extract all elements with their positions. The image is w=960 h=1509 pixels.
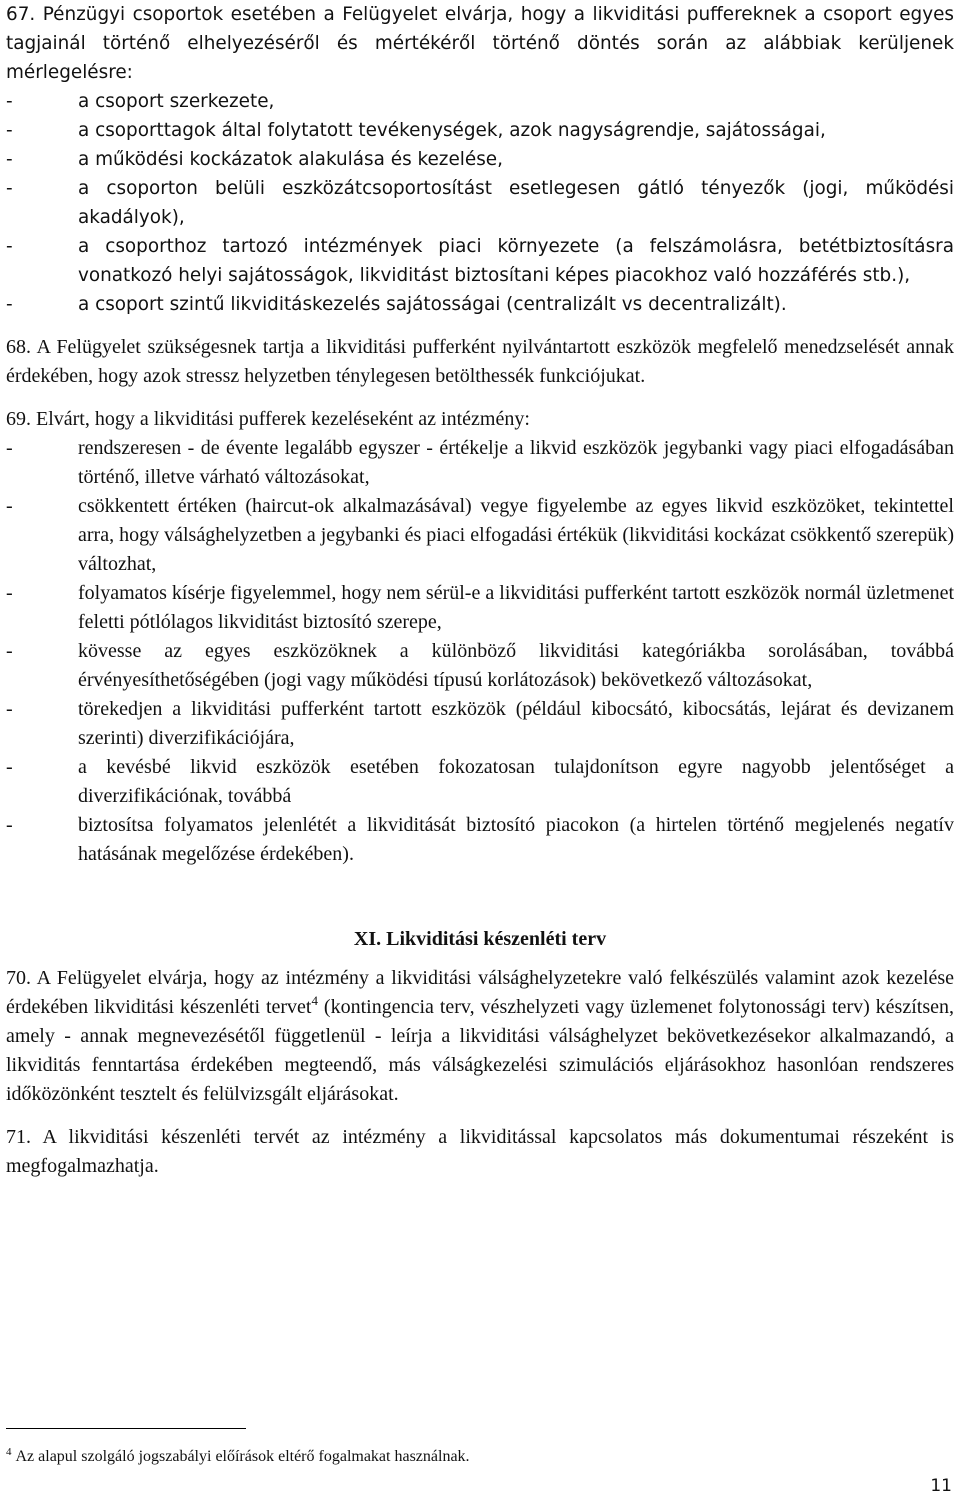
list-item	[6, 811, 954, 869]
list-item-text: a csoport szintű likviditáskezelés sajátosságai (centralizált vs decentralizált).	[78, 294, 787, 315]
paragraph-70	[6, 964, 954, 1109]
dash-marker: -	[6, 294, 13, 315]
list-item-text: a csoporthoz tartozó intézmények piaci környezete (a felszámolásra, betétbiztosításra vonatkozó helyi sajátosságok, likviditást biztosítani képes piacokhoz való hozzáférés stb.),	[78, 236, 954, 286]
dash-marker: -	[6, 437, 13, 459]
paragraph-70-text-start: 70. A Felügyelet elvárja, hogy az intézmény a likviditási válsághelyzetekre való felkészülés valamint azok kezelése érdekében likviditási készenléti tervet	[6, 967, 954, 1018]
dash-marker: -	[6, 814, 13, 836]
list-item	[6, 695, 954, 753]
list-item-text: törekedjen a likviditási pufferként tartott eszközök (például kibocsátó, kibocsátás, lejárat és devizanem szerinti) diverzifikációjára,	[78, 698, 954, 749]
list-item-text: a csoporttagok által folytatott tevékenységek, azok nagyságrendje, sajátosságai,	[78, 120, 826, 141]
dash-marker: -	[6, 495, 13, 517]
list-item-text: csökkentett értéken (haircut-ok alkalmazásával) vegye figyelembe az egyes likvid eszközöket, tekintettel arra, hogy válsághelyzetben a jegybanki és piaci elfogadási értékük (likviditási kockázat csökkentő szerepük) változhat,	[78, 495, 954, 575]
list-item-text: a csoport szerkezete,	[78, 91, 275, 112]
list-item	[6, 174, 954, 232]
dash-marker: -	[6, 91, 13, 112]
list-item	[6, 637, 954, 695]
list-item	[6, 753, 954, 811]
dash-marker: -	[6, 698, 13, 720]
list-item-text: a kevésbé likvid eszközök esetében fokozatosan tulajdonítson egyre nagyobb jelentőséget a diverzifikációnak, továbbá	[78, 756, 954, 807]
dash-marker: -	[6, 120, 13, 141]
document-page	[6, 0, 954, 1181]
dash-marker: -	[6, 149, 13, 170]
dash-marker: -	[6, 756, 13, 778]
list-item	[6, 492, 954, 579]
list-item	[6, 232, 954, 290]
paragraph-71: 71. A likviditási készenléti tervét az intézmény a likviditással kapcsolatos más dokumentumai részeként is megfogalmazhatja.	[6, 1126, 954, 1177]
list-item-text: kövesse az egyes eszközöknek a különböző likviditási kategóriákba sorolásában, továbbá érvényesíthetőségében (jogi vagy működési típusú korlátozások) bekövetkező változásokat,	[78, 640, 954, 691]
page-number: 11	[930, 1476, 952, 1496]
list-item-text: a csoporton belüli eszközátcsoportosítást esetlegesen gátló tényezők (jogi, működési akadályok),	[78, 178, 954, 228]
paragraph-68: 68. A Felügyelet szükségesnek tartja a likviditási pufferként nyilvántartott eszközök megfelelő menedzselését annak érdekében, hogy azok stressz helyzetben ténylegesen betölthessék funkciójukat.	[6, 336, 954, 387]
list-item-text: a működési kockázatok alakulása és kezelése,	[78, 149, 503, 170]
footnote-number: 4	[6, 1446, 12, 1458]
list-item-text: rendszeresen - de évente legalább egyszer - értékelje a likvid eszközök jegybanki vagy piaci elfogadásában történő, illetve várható változásokat,	[78, 437, 954, 488]
dash-marker: -	[6, 178, 13, 199]
list-item	[6, 579, 954, 637]
list-item	[6, 145, 954, 174]
paragraph-67-intro: 67. Pénzügyi csoportok esetében a Felügyelet elvárja, hogy a likviditási puffereknek a csoport egyes tagjainál történő elhelyezéséről és mértékéről történő döntés során az alábbiak kerüljenek mérlegelésre:	[6, 4, 954, 83]
list-item	[6, 290, 954, 319]
dash-marker: -	[6, 236, 13, 257]
list-item	[6, 87, 954, 116]
paragraph-67-list	[6, 87, 954, 319]
list-item	[6, 116, 954, 145]
footnote-divider	[6, 1428, 246, 1429]
list-item-text: biztosítsa folyamatos jelenlétét a likviditását biztosító piacokon (a hirtelen történő megjelenés negatív hatásának megelőzése érdekében).	[78, 814, 954, 865]
footnote-reference[interactable]: 4	[311, 993, 318, 1008]
paragraph-70-text-end: (kontingencia terv, vészhelyzeti vagy üzlemenet folytonossági terv) készítsen, amely - annak megnevezésétől függetlenül - leírja a likviditási válsághelyzet bekövetkezésekor alkalmazandó, a likviditás fenntartása érdekében megteendő, más válságkezelési szimulációs eljárásokhoz hasonlóan rendszeres időközönként tesztelt és felülvizsgált eljárásokat.	[6, 996, 954, 1105]
footnote	[6, 1440, 954, 1469]
paragraph-69-list	[6, 434, 954, 869]
list-item-text: folyamatos kísérje figyelemmel, hogy nem sérül-e a likviditási pufferként tartott eszközök normál üzletmenet feletti pótlólagos likviditást biztosító szerepe,	[78, 582, 954, 633]
paragraph-69-intro: 69. Elvárt, hogy a likviditási pufferek kezeléseként az intézmény:	[6, 408, 530, 430]
section-heading: XI. Likviditási készenléti terv	[353, 928, 607, 950]
list-item	[6, 434, 954, 492]
footnote-text: Az alapul szolgáló jogszabályi előírások eltérő fogalmakat használnak.	[15, 1448, 470, 1465]
dash-marker: -	[6, 582, 13, 604]
dash-marker: -	[6, 640, 13, 662]
